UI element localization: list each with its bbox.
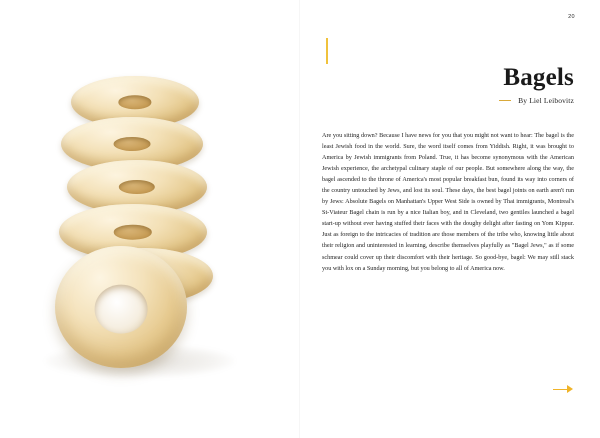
article-body: Are you sitting down? Because I have news for you that you might not want to hear: The bagel is the least Jewish food in the world. Sure, the word itself comes from Yiddish. Right, it was brought to America by Jewish immigrants from Poland. True, it has become synonymous with the American Jewish experience, the archetypal culinary staple of our people. But somewhere along the way, the bagel ascended to the throne of America's most popular breakfast bun, found its way into corners of the country untouched by Jews, and lost its soul. These days, the best bagel joints on earth aren't run by Jews: Absolute Bagels on Manhattan's Upper West Side is owned by Thai immigrants, Montreal's St-Viateur Bagel chain is run by a nice Italian boy, and in Cleveland, two gentiles launched a bagel start-up without ever having stuffed their faces with the doughy delight after fasting on Yom Kippur. Just as foreign to the intricacies of tradition are those members of the tribe who, knowing little about their religion and uninterested in learning, describe themselves playfully as "Bagel Jews," as if some schmear could cover up their discomfort with their heritage. So good-bye, bagel: We may still stack you with lox on a Sunday morning, but you belong to all of America now. — [322, 132, 574, 272]
page-title: Bagels — [503, 63, 574, 91]
right-page — [300, 0, 600, 438]
arrow-right-icon[interactable] — [553, 384, 573, 394]
accent-rule — [326, 38, 328, 64]
bagel-icon — [55, 246, 187, 368]
byline-row — [499, 96, 574, 105]
byline-dash — [499, 100, 511, 101]
byline: By Liel Leibovitz — [518, 96, 574, 105]
bagel-photo — [15, 14, 287, 424]
page-number: 20 — [568, 14, 575, 20]
bagel-stack-illustration — [15, 14, 287, 424]
arrow-head — [567, 385, 573, 393]
